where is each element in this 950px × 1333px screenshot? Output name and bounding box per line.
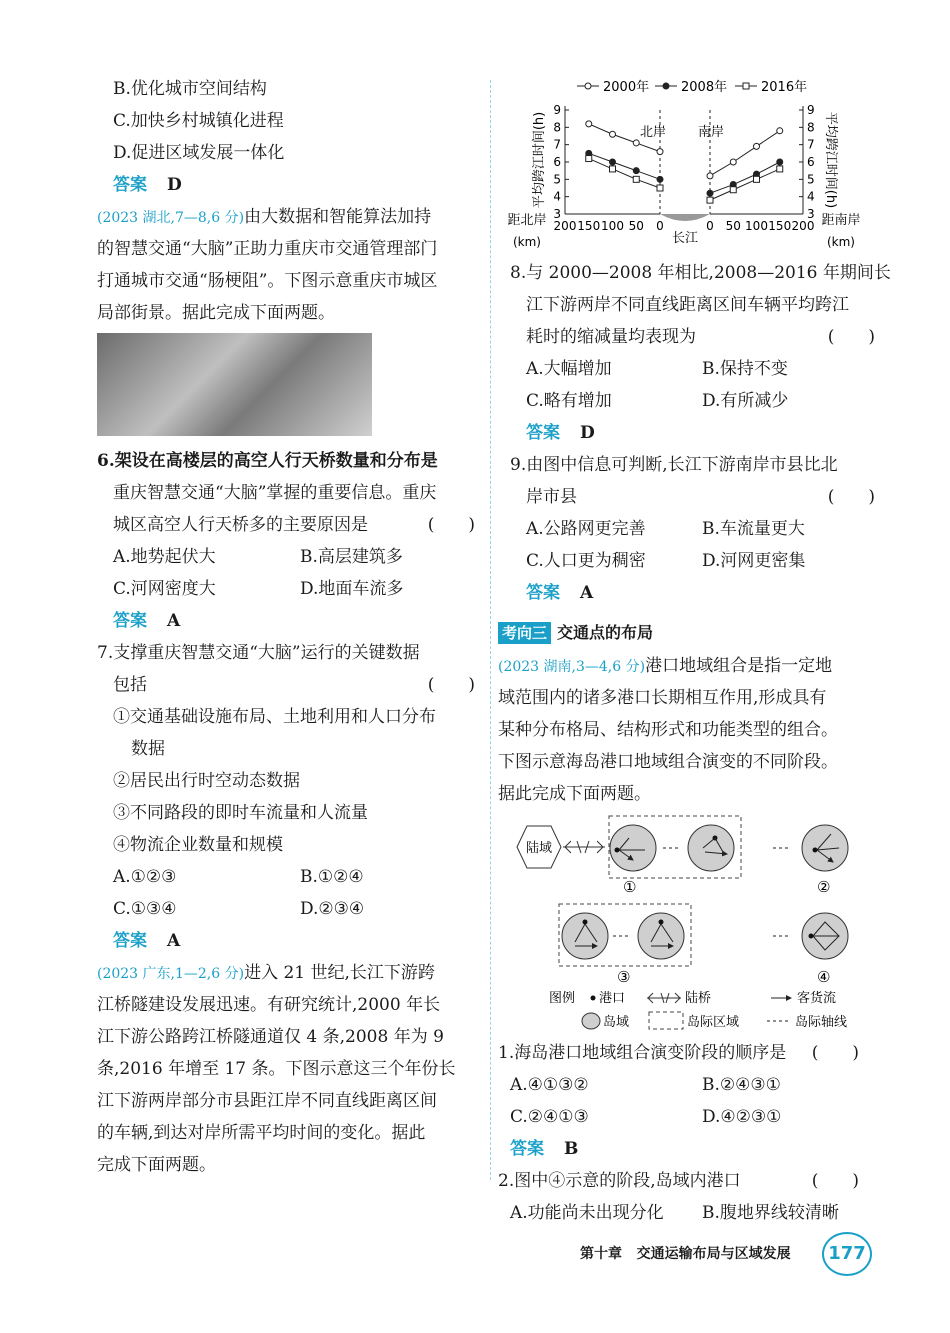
q8-option-b: B.保持不变 [702, 359, 788, 379]
q8-answer [526, 422, 595, 444]
section-title: 交通点的布局 [557, 623, 654, 642]
answer-blank: ( ) [427, 515, 475, 535]
left-y-tick-label: 4 [553, 189, 561, 204]
x-right-label: 距南岸 [821, 213, 861, 228]
series-line [710, 162, 780, 193]
q7-item1-cont: 数据 [131, 739, 165, 759]
x-right-unit: (km) [826, 235, 856, 249]
series-point [707, 190, 713, 196]
left-y-tick-label: 6 [553, 155, 561, 169]
q7-item3: ③不同路段的即时车流量和人流量 [113, 803, 368, 823]
intro2-line6: 的车辆,到达对岸所需平均时间的变化。据此 [97, 1123, 426, 1143]
series-point [730, 159, 736, 165]
intro2-line3: 江下游公路跨江桥隧通道仅 4 条,2008 年为 9 [97, 1027, 444, 1047]
q1-option-a: A.④①③② [510, 1075, 589, 1095]
q6-line1 [97, 450, 475, 472]
chapter-label: 第十章 [580, 1246, 622, 1262]
legend-bridge-icon [647, 993, 681, 1003]
column-divider [490, 80, 491, 1180]
series-point [657, 149, 663, 155]
series-point [610, 131, 616, 137]
legend-label: 2000年 [603, 80, 650, 95]
q5-option-c: C.加快乡村城镇化进程 [113, 111, 284, 131]
intro2-line7: 完成下面两题。 [97, 1155, 216, 1175]
q5-option-d: D.促进区域发展一体化 [113, 143, 285, 163]
river-crossing-time-chart [505, 72, 875, 258]
series-point [754, 143, 760, 149]
series-point [657, 176, 663, 182]
legend-region: 岛际区域 [687, 1015, 740, 1030]
series-line [589, 153, 660, 179]
intro2-line1 [97, 962, 435, 985]
island [802, 825, 848, 871]
intro1-line4: 局部街景。据此完成下面两题。 [97, 303, 335, 323]
series-point [707, 197, 713, 203]
port [813, 848, 818, 853]
intro2-line5: 江下游两岸部分市县距江岸不同直线距离区间 [97, 1091, 437, 1111]
x-left-label: 距北岸 [507, 213, 547, 228]
right-y-axis-label: 平均跨江时间(h) [823, 111, 838, 209]
q7-option-b: B.①②④ [300, 867, 364, 887]
street-view-photo [97, 333, 372, 436]
intro-text: 进入 21 世纪,长江下游跨 [244, 963, 435, 983]
intro1-line3: 打通城市交通“肠梗阻”。下图示意重庆市城区 [97, 271, 438, 291]
legend-title: 图例 [549, 991, 576, 1006]
q2-line1 [498, 1170, 859, 1192]
south-x-tick-label: 50 [725, 219, 741, 233]
q6-option-a: A.地势起伏大 [113, 547, 216, 567]
intro1-line2: 的智慧交通“大脑”正助力重庆市交通管理部门 [97, 239, 438, 259]
q1-answer [510, 1138, 578, 1160]
port [615, 848, 620, 853]
q8-option-c: C.略有增加 [526, 391, 612, 411]
left-y-tick-label: 9 [553, 103, 561, 117]
section-tag: 考向三 [498, 622, 551, 644]
q7-line2 [113, 674, 475, 696]
series-line [710, 169, 780, 200]
right-y-tick-label: 9 [807, 103, 815, 117]
series-point [633, 140, 639, 146]
q9-option-b: B.车流量更大 [702, 519, 805, 539]
answer-value: A [167, 931, 181, 951]
question-text: 岸市县 [526, 487, 577, 507]
series-point [633, 168, 639, 174]
q8-line1: 8.与 2000—2008 年相比,2008—2016 年期间长 [510, 263, 891, 283]
series-point [586, 156, 592, 162]
intro-text: 港口地域组合是指一定地 [645, 656, 833, 676]
q8-option-a: A.大幅增加 [526, 359, 612, 379]
q9-option-a: A.公路网更完善 [526, 519, 646, 539]
right-y-tick-label: 5 [807, 172, 815, 187]
series-line [589, 159, 660, 188]
q9-option-d: D.河网更密集 [702, 551, 806, 571]
q5-option-b: B.优化城市空间结构 [113, 79, 267, 99]
stage-1-label: ① [623, 878, 637, 896]
q9-line2 [526, 486, 875, 508]
answer-value: A [580, 583, 594, 603]
q1-option-b: B.②④③① [702, 1075, 781, 1095]
series-point [754, 176, 760, 182]
island [688, 825, 734, 871]
legend-island-icon [582, 1013, 600, 1029]
port [659, 920, 664, 925]
chapter-title: 交通运输布局与区域发展 [636, 1246, 791, 1262]
series-point [610, 166, 616, 172]
north-x-tick-label: 0 [656, 219, 664, 233]
right-y-tick-label: 8 [807, 120, 815, 135]
legend-port-icon [591, 996, 596, 1001]
intro3-line2: 域范围内的诸多港口长期相互作用,形成具有 [498, 688, 827, 708]
question-text: 城区高空人行天桥多的主要原因是 [113, 515, 368, 535]
intro3-line5: 据此完成下面两题。 [498, 784, 651, 804]
intro-text: 由大数据和智能算法加持 [244, 207, 432, 227]
left-y-tick-label: 3 [553, 207, 561, 221]
q7-item1: ①交通基础设施布局、土地利用和人口分布 [113, 707, 436, 727]
port [583, 920, 588, 925]
answer-label: 答案 [113, 931, 147, 951]
q9-option-c: C.人口更为稠密 [526, 551, 646, 571]
legend-label: 2008年 [681, 80, 728, 95]
q6-line3 [113, 514, 475, 536]
q7-item4: ④物流企业数量和规模 [113, 835, 283, 855]
south-x-tick-label: 100 [745, 219, 768, 233]
right-y-tick-label: 4 [807, 189, 815, 204]
section-heading [498, 622, 653, 644]
answer-blank: ( ) [427, 675, 475, 695]
answer-label: 答案 [113, 611, 147, 631]
question-text: 6.架设在高楼层的高空人行天桥数量和分布是 [97, 451, 438, 471]
right-y-tick-label: 6 [807, 155, 815, 169]
q1-option-d: D.④②③① [702, 1107, 782, 1127]
answer-label: 答案 [526, 423, 560, 443]
intro3-line4: 下图示意海岛港口地域组合演变的不同阶段。 [498, 752, 838, 772]
answer-blank: ( ) [827, 487, 875, 507]
legend-port: 港口 [599, 991, 626, 1006]
answer-label: 答案 [113, 175, 147, 195]
answer-value: D [167, 175, 182, 195]
source-tag: (2023 广东,1—2,6 分) [97, 966, 245, 982]
legend-label: 2016年 [761, 80, 808, 95]
q6-line2: 重庆智慧交通“大脑”掌握的重要信息。重庆 [113, 483, 437, 503]
question-text: 1.海岛港口地域组合演变阶段的顺序是 [498, 1043, 787, 1063]
q2-option-a: A.功能尚未出现分化 [510, 1203, 664, 1223]
intro3-line1 [498, 655, 832, 678]
legend-marker [663, 83, 669, 89]
q1-option-c: C.②④①③ [510, 1107, 589, 1127]
series-point [777, 166, 783, 172]
q8-option-d: D.有所减少 [702, 391, 789, 411]
series-point [586, 121, 592, 127]
answer-blank: ( ) [827, 327, 875, 347]
right-y-tick-label: 3 [807, 207, 815, 221]
series-point [657, 185, 663, 191]
left-y-tick-label: 5 [553, 172, 561, 187]
left-y-axis-label: 平均跨江时间(h) [532, 111, 547, 209]
stage-2-label: ② [817, 878, 831, 896]
answer-label: 答案 [526, 583, 560, 603]
series-point [633, 176, 639, 182]
page-footer [580, 1243, 791, 1263]
q7-line1: 7.支撑重庆智慧交通“大脑”运行的关键数据 [97, 643, 420, 663]
q7-answer [113, 930, 180, 952]
answer-label: 答案 [510, 1139, 544, 1159]
south-x-tick-label: 0 [706, 219, 714, 233]
left-y-tick-label: 8 [553, 120, 561, 135]
answer-value: D [580, 423, 595, 443]
legend-axis: 岛际轴线 [795, 1015, 848, 1030]
intro2-line4: 条,2016 年增至 17 条。下图示意这三个年份长 [97, 1059, 456, 1079]
q6-answer [113, 610, 180, 632]
q1-line1 [498, 1042, 859, 1064]
intro3-line3: 某种分布格局、结构形式和功能类型的组合。 [498, 720, 838, 740]
q2-option-b: B.腹地界线较清晰 [702, 1203, 839, 1223]
series-point [730, 187, 736, 193]
q6-option-b: B.高层建筑多 [300, 547, 403, 567]
q5-answer [113, 174, 182, 196]
legend-marker [743, 83, 749, 89]
river-label: 长江 [671, 231, 699, 246]
question-text: 2.图中④示意的阶段,岛域内港口 [498, 1171, 741, 1191]
page-number: 177 [822, 1232, 872, 1276]
north-bank-label: 北岸 [639, 125, 667, 140]
legend-flow: 客货流 [797, 991, 837, 1006]
legend-region-icon [649, 1012, 683, 1029]
question-text: 耗时的缩减量均表现为 [526, 327, 696, 347]
q8-line3 [526, 326, 875, 348]
series-point [707, 173, 713, 179]
q7-option-d: D.②③④ [300, 899, 365, 919]
source-tag: (2023 湖北,7—8,6 分) [97, 210, 245, 226]
river-shape [660, 214, 710, 221]
series-point [777, 128, 783, 134]
stage-3-label: ③ [617, 968, 631, 986]
north-x-tick-label: 150 [577, 219, 601, 233]
land-bridge-icon [563, 841, 605, 853]
south-x-tick-label: 150 [768, 219, 792, 233]
q7-item2: ②居民出行时空动态数据 [113, 771, 300, 791]
intro1-line1 [97, 206, 431, 229]
north-x-tick-label: 100 [601, 219, 624, 233]
south-bank-label: 南岸 [697, 125, 725, 140]
land-label: 陆域 [525, 841, 553, 856]
x-left-unit: (km) [512, 235, 542, 249]
legend-marker [585, 83, 591, 89]
q8-line2: 江下游两岸不同直线距离区间车辆平均跨江 [526, 295, 849, 315]
q9-answer [526, 582, 593, 604]
q9-line1: 9.由图中信息可判断,长江下游南岸市县比北 [510, 455, 838, 475]
port-evolution-diagram [505, 812, 870, 1034]
left-y-tick-label: 7 [553, 137, 561, 152]
legend-bridge: 陆桥 [685, 991, 712, 1006]
q6-option-d: D.地面车流多 [300, 579, 404, 599]
answer-value: A [167, 611, 181, 631]
answer-blank: ( ) [811, 1043, 859, 1063]
legend-island: 岛域 [603, 1015, 630, 1030]
answer-blank: ( ) [811, 1171, 859, 1191]
intro2-line2: 江桥隧建设发展迅速。有研究统计,2000 年长 [97, 995, 441, 1015]
north-x-tick-label: 200 [553, 219, 577, 233]
source-tag: (2023 湖南,3—4,6 分) [498, 659, 646, 675]
q7-option-c: C.①③④ [113, 899, 177, 919]
answer-value: B [564, 1139, 579, 1159]
q6-option-c: C.河网密度大 [113, 579, 216, 599]
right-y-tick-label: 7 [807, 137, 815, 152]
question-text: 包括 [113, 675, 147, 695]
north-x-tick-label: 50 [628, 219, 644, 233]
q7-option-a: A.①②③ [113, 867, 177, 887]
series-point [610, 159, 616, 165]
series-point [777, 159, 783, 165]
south-x-tick-label: 200 [791, 219, 815, 233]
stage-4-label: ④ [817, 968, 831, 986]
